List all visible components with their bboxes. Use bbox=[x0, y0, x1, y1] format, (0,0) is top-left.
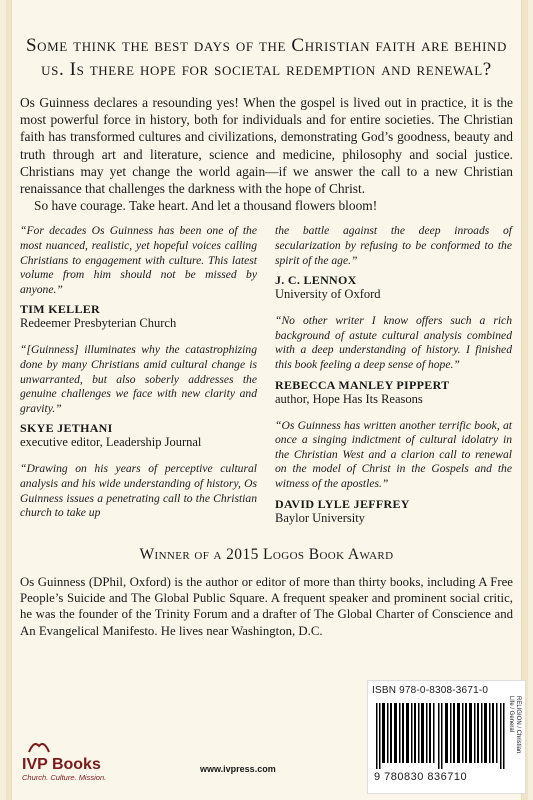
isbn: ISBN 978-0-8308-3671-0 bbox=[372, 685, 489, 696]
publisher-block bbox=[22, 757, 106, 782]
endorsement-quote: “Drawing on his years of perceptive cultural analysis and his wide understanding of history, Os Guinness issues a penetrating call to the Christian church to take up bbox=[20, 462, 257, 520]
award-line: Winner of a 2015 Logos Book Award bbox=[139, 545, 394, 563]
endorser-name: SKYE JETHANI bbox=[20, 421, 113, 436]
endorser-name: DAVID LYLE JEFFREY bbox=[275, 496, 410, 511]
endorser-affiliation: University of Oxford bbox=[275, 287, 381, 302]
endorser-name: TIM KELLER bbox=[20, 302, 101, 317]
endorser-affiliation: Redeemer Presbyterian Church bbox=[20, 316, 177, 331]
back-cover-content bbox=[20, 34, 513, 639]
publisher-tagline: Church. Culture. Mission. bbox=[22, 773, 107, 782]
endorsement-quote: “For decades Os Guinness has been one of the most nuanced, realistic, yet hopeful voices calling Christians to engagement with culture. This latest volume from him should not be missed by anyone.” bbox=[20, 224, 257, 296]
endorser-name: J. C. LENNOX bbox=[275, 273, 357, 288]
endorsement-quote: “No other writer I know offers such a rich background of astute cultural analysis combined with a deep understanding of history. I finished this book feeling a deep sense of hope.” bbox=[275, 314, 512, 371]
publisher-name: IVP Books bbox=[22, 756, 101, 773]
endorsement-quote: the battle against the deep inroads of secularization by refusing to be conformed to the spirit of the age.” bbox=[275, 224, 512, 267]
endorsement-quote: “[Guinness] illuminates why the catastrophizing done by many Christians amid cultural change is unwarranted, but also soberly addresses the genuine challenges we face with new clarity and gravity.” bbox=[20, 343, 257, 415]
barcode-number: 9 780830 836710 bbox=[374, 771, 468, 783]
barcode-icon bbox=[376, 703, 508, 769]
description: Os Guinness declares a resounding yes! When the gospel is lived out in practice, it is the most powerful force in history, both for individuals and for entire societies. The Christian faith has transformed cultures and civilizations, demonstrating God’s goodness, beauty and truth through art and literature, science and medicine, philosophy and social justice. Christians may yet change the world again—if we answer the call to a new Christian renaissance that challenges the darkness with the hope of Christ. bbox=[20, 95, 513, 197]
headline: Some think the best days of the Christian faith are behind us. Is there hope for societal redemption and renewal? bbox=[25, 35, 508, 80]
category-label: RELIGION / Christian Life / General bbox=[508, 696, 521, 754]
barcode-area bbox=[367, 680, 526, 794]
endorser-affiliation: author, Hope Has Its Reasons bbox=[275, 391, 423, 406]
author-bio: Os Guinness (DPhil, Oxford) is the author or editor of more than thirty books, including A Free People’s Suicide and The Global Public Square. A frequent speaker and prominent social critic, he was the founder of the Trinity Forum and a drafter of The Global Charter of Conscience and An Evangelical Manifesto. He lives near Washington, D.C. bbox=[20, 574, 513, 638]
endorser-name: REBECCA MANLEY PIPPERT bbox=[275, 377, 450, 392]
endorser-affiliation: Baylor University bbox=[275, 510, 365, 525]
endorsements-right-column bbox=[275, 224, 512, 537]
endorsements bbox=[20, 224, 513, 537]
endorsements-left-column bbox=[20, 224, 257, 537]
publisher-url[interactable]: www.ivpress.com bbox=[200, 764, 276, 774]
publisher-logo-icon bbox=[28, 738, 50, 754]
description-closing: So have courage. Take heart. And let a thousand flowers bloom! bbox=[34, 198, 378, 214]
endorsement-quote: “Os Guinness has written another terrific book, at once a singing indictment of cultural idolatry in the Christian West and a clarion call to renewal on the model of Christ in the Gospels and the witness of the apostles.” bbox=[275, 418, 512, 490]
endorser-affiliation: executive editor, Leadership Journal bbox=[20, 435, 202, 450]
